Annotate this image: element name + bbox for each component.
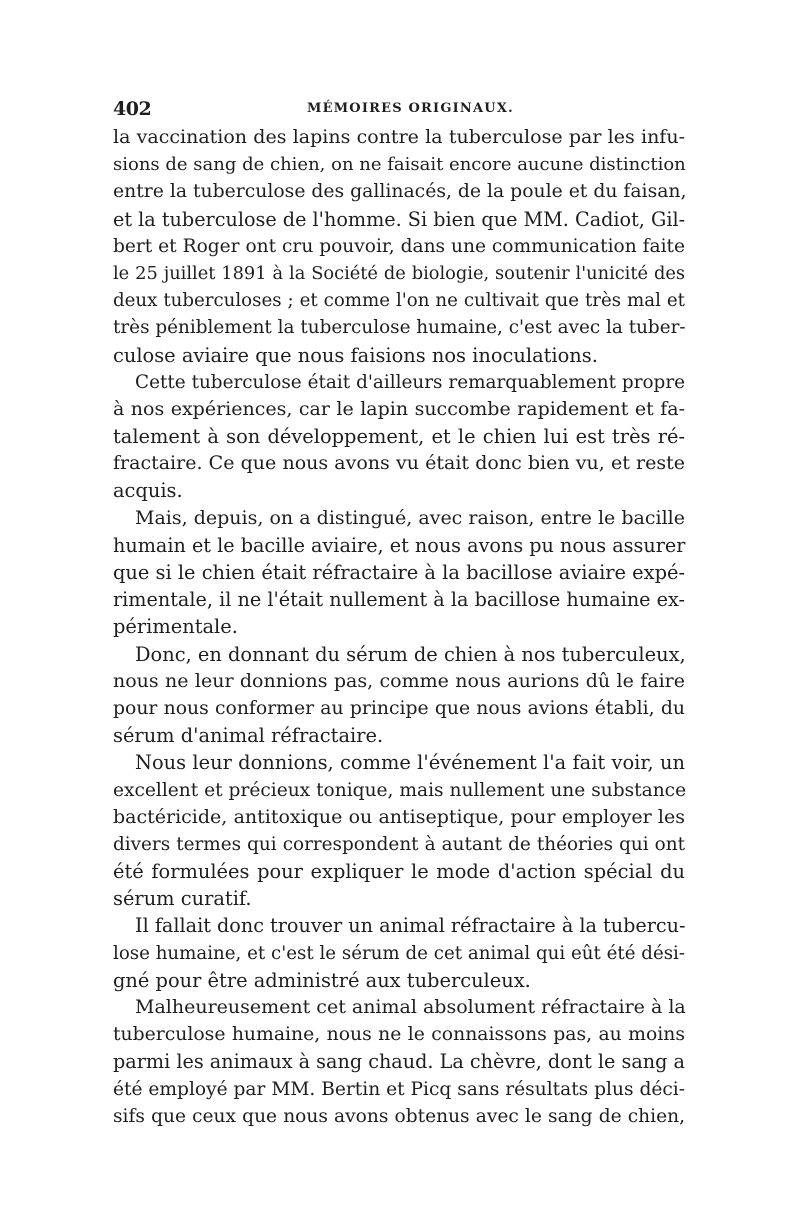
text-line: nous ne leur donnions pas, comme nous aurions dû le faire (113, 669, 685, 692)
text-line: humain et le bacille aviaire, et nous avons pu nous assurer (113, 533, 686, 557)
text-line: Cette tuberculose était d'ailleurs remarquablement propre (135, 371, 685, 393)
text-line: rimentale, il ne l'était nullement à la bacillose humaine ex- (113, 588, 685, 612)
text-line: bactéricide, antitoxique ou antiseptique, pour employer les (113, 805, 685, 828)
text-line: lose humaine, et c'est le sérum de cet animal qui eût été dési- (113, 942, 685, 964)
text-line: été formulées pour expliquer le mode d'action spécial du (113, 860, 685, 884)
text-line: périmentale. (113, 615, 238, 639)
text-line: fractaire. Ce que nous avons vu était donc bien vu, et reste (113, 452, 685, 475)
text-line: Il fallait donc trouver un animal réfractaire à la tubercu- (135, 914, 686, 938)
text-line: sifs que ceux que nous avons obtenus avec le sang de chien, (113, 1105, 685, 1127)
text-line: acquis. (113, 479, 183, 503)
text-line: sérum d'animal réfractaire. (113, 724, 384, 748)
text-line: parmi les animaux à sang chaud. La chèvre, dont le sang a (113, 1050, 685, 1074)
text-line: gné pour être administré aux tuberculeux. (113, 968, 531, 992)
text-line: sions de sang de chien, on ne faisait encore aucune distinction (113, 154, 686, 176)
text-line: Nous leur donnions, comme l'événement l'a fait voir, un (135, 751, 685, 775)
text-line: deux tuberculoses ; et comme l'on ne cultivait que très mal et (113, 290, 685, 312)
text-line: Donc, en donnant du sérum de chien à nos tuberculeux, (135, 642, 686, 666)
text-line: et la tuberculose de l'homme. Si bien que MM. Cadiot, Gil- (113, 207, 686, 231)
text-line: tuberculose humaine, nous ne le connaissons pas, au moins (113, 1024, 685, 1046)
body-text (113, 124, 685, 1130)
running-title: MÉMOIRES ORIGINAUX. (307, 101, 514, 116)
text-line: entre la tuberculose des gallinacés, de la poule et du faisan, (113, 181, 687, 203)
text-line: excellent et précieux tonique, mais nullement une substance (113, 779, 687, 801)
page-header (113, 98, 693, 122)
text-line: sérum curatif. (113, 887, 252, 911)
text-line: très péniblement la tuberculose humaine, c'est avec la tuber- (113, 317, 686, 339)
text-line: divers termes qui correspondent à autant de théories qui ont (113, 833, 685, 855)
text-line: été employé par MM. Bertin et Picq sans résultats plus déci- (113, 1078, 685, 1100)
text-line: le 25 juillet 1891 à la Société de biologie, soutenir l'unicité des (113, 262, 685, 284)
text-line: culose aviaire que nous faisions nos inoculations. (113, 343, 598, 367)
text-line: Malheureusement cet animal absolument réfractaire à la (135, 996, 686, 1018)
text-line: Mais, depuis, on a distingué, avec raison, entre le bacille (135, 506, 685, 529)
text-line: que si le chien était réfractaire à la bacillose aviaire expé- (113, 561, 686, 584)
page-number: 402 (113, 98, 152, 120)
text-line: la vaccination des lapins contre la tuberculose par les infu- (113, 126, 685, 148)
text-line: à nos expériences, car le lapin succombe rapidement et fa- (113, 397, 685, 420)
text-line: bert et Roger ont cru pouvoir, dans une communication faite (113, 235, 686, 257)
text-line: talement à son développement, et le chien lui est très ré- (113, 425, 685, 449)
text-line: pour nous conformer au principe que nous avions établi, du (113, 697, 685, 719)
